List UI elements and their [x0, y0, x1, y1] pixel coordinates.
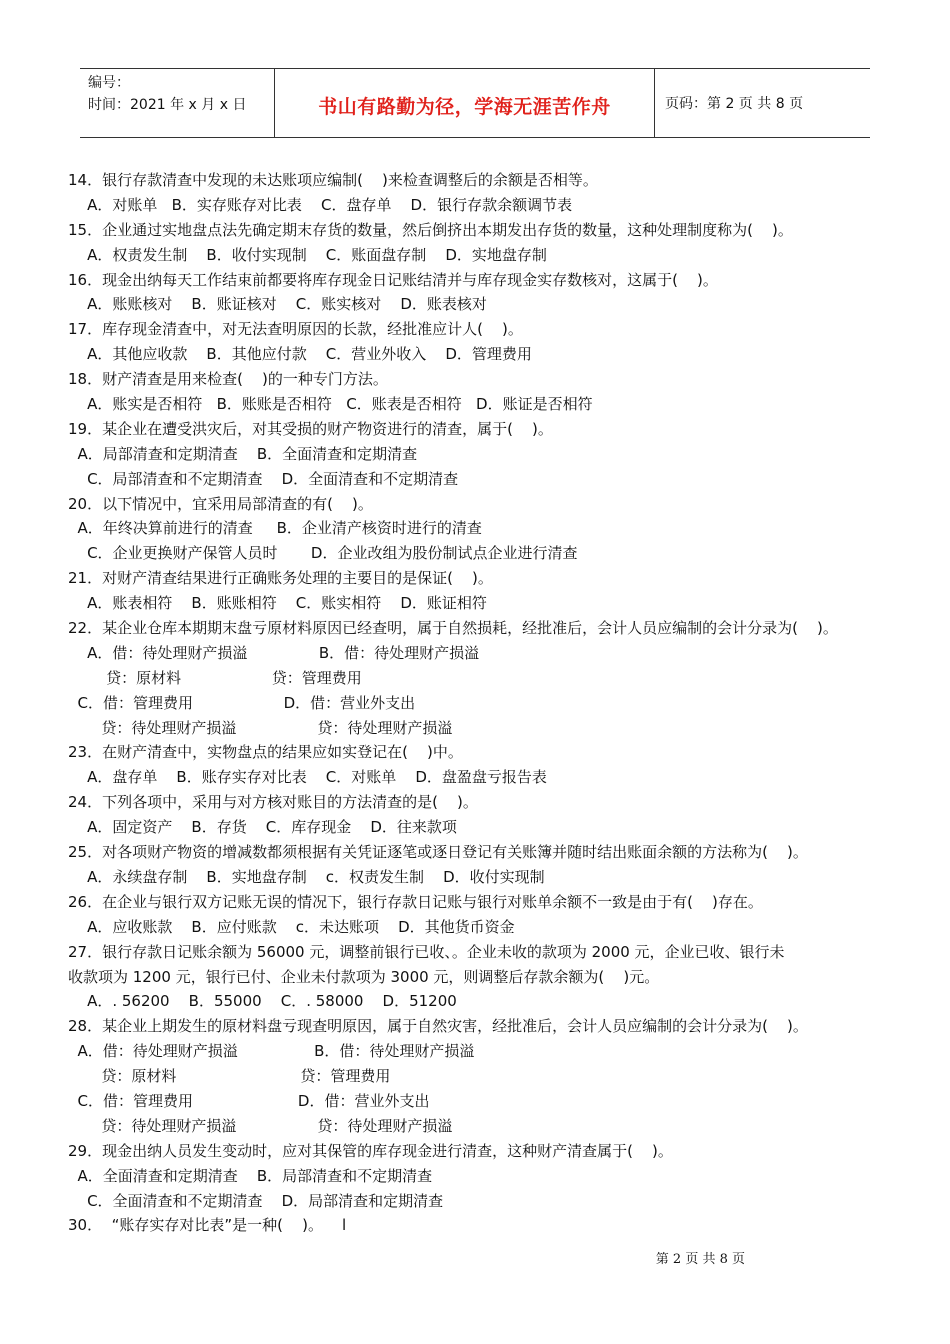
question-line: A．借：待处理财产损溢 B．借：待处理财产损溢 — [68, 643, 480, 662]
question-line: 29．现金出纳人员发生变动时，应对其保管的库存现金进行清查，这种财产清查属于( )。 — [68, 1141, 673, 1160]
question-line: 17．库存现金清查中，对无法查明原因的长款，经批准应计人( )。 — [68, 320, 523, 339]
question-line: 19．某企业在遭受洪灾后，对其受损的财产物资进行的清查，属于( )。 — [68, 419, 553, 438]
question-line: 24．下列各项中，采用与对方核对账目的方法清查的是( )。 — [68, 793, 478, 812]
question-line: A．永续盘存制 B．实地盘存制 c．权责发生制 D．收付实现制 — [68, 867, 545, 886]
question-line: 15．企业通过实地盘点法先确定期末存货的数量，然后倒挤出本期发出存货的数量，这种处理制度称为( )。 — [68, 220, 793, 239]
question-line: 16．现金出纳每天工作结束前都要将库存现金日记账结清并与库存现金实存数核对，这属于( )。 — [68, 270, 718, 289]
question-line: A．. 56200 B．55000 C．. 58000 D．51200 — [68, 992, 457, 1011]
question-line: 贷：待处理财产损溢 贷：待处理财产损溢 — [68, 718, 453, 737]
question-line: A．账表相符 B．账账相符 C．账实相符 D．账证相符 — [68, 594, 487, 613]
question-line: 28．某企业上期发生的原材料盘亏现查明原因，属于自然灾害，经批准后，会计人员应编制的会计分录为( )。 — [68, 1017, 808, 1036]
question-line: A．权责发生制 B．收付实现制 C．账面盘存制 D．实地盘存制 — [68, 245, 547, 264]
header-page-label: 页码：第 2 页 共 8 页 — [665, 96, 804, 112]
header-motto: 书山有路勤为径，学海无涯苦作舟 — [275, 69, 655, 137]
question-line: C．借：管理费用 D．借：营业外支出 — [68, 693, 416, 712]
question-line: 20．以下情况中，宜采用局部清查的有( )。 — [68, 494, 373, 513]
question-line: A．盘存单 B．账存实存对比表 C．对账单 D．盘盈盘亏报告表 — [68, 768, 547, 787]
number-label: 编号： — [88, 75, 130, 91]
question-line: 18．财产清查是用来检查( )的一种专门方法。 — [68, 370, 388, 389]
question-line: 贷：原材料 贷：管理费用 — [68, 668, 362, 687]
question-line: A．账实是否相符 B．账账是否相符 C．账表是否相符 D．账证是否相符 — [68, 395, 593, 414]
question-line: 贷：原材料 贷：管理费用 — [68, 1067, 391, 1086]
question-line: 27．银行存款日记账余额为 56000 元，调整前银行已收、。企业未收的款项为 2000 元，企业已收、银行未 — [68, 942, 785, 961]
question-line: A．其他应收款 B．其他应付款 C．营业外收入 D．管理费用 — [68, 345, 532, 364]
question-line: 21．对财产清查结果进行正确账务处理的主要目的是保证( )。 — [68, 569, 493, 588]
question-line: A．局部清查和定期清查 B．全面清查和定期清查 — [68, 444, 418, 463]
question-line: 30． “账存实存对比表”是一种( )。 l — [68, 1216, 347, 1235]
page-header — [80, 68, 870, 138]
time-label: 时间：2021 年 x 月 x 日 — [88, 97, 247, 113]
question-line: A．账账核对 B．账证核对 C．账实核对 D．账表核对 — [68, 295, 487, 314]
question-line: 26．在企业与银行双方记账无误的情况下，银行存款日记账与银行对账单余额不一致是由于有( )存在。 — [68, 892, 763, 911]
question-line: A．对账单 B．实存账存对比表 C．盘存单 D．银行存款余额调节表 — [68, 195, 573, 214]
question-line: 25．对各项财产物资的增减数都须根据有关凭证逐笔或逐日登记有关账簿并随时结出账面余额的方法称为( )。 — [68, 843, 808, 862]
question-line: 收款项为 1200 元，银行已付、企业未付款项为 3000 元，则调整后存款余额为( )元。 — [68, 967, 660, 986]
question-line: A．全面清查和定期清查 B．局部清查和不定期清查 — [68, 1166, 433, 1185]
question-line: A．借：待处理财产损溢 B．借：待处理财产损溢 — [68, 1042, 475, 1061]
question-line: 14．银行存款清查中发现的未达账项应编制( )来检查调整后的余额是否相等。 — [68, 171, 598, 189]
question-line: A．应收账款 B．应付账款 c．未达账项 D．其他货币资金 — [68, 917, 515, 936]
question-line: C．全面清查和不定期清查 D．局部清查和定期清查 — [68, 1191, 444, 1210]
question-line: C．借：管理费用 D．借：营业外支出 — [68, 1091, 430, 1110]
question-line: A．固定资产 B．存货 C．库存现金 D．往来款项 — [68, 818, 457, 837]
question-line: 23．在财产清查中，实物盘点的结果应如实登记在( )中。 — [68, 743, 463, 762]
header-left-cell — [80, 69, 275, 137]
question-line: A．年终决算前进行的清查 B．企业清产核资时进行的清查 — [68, 519, 482, 538]
question-line: 22．某企业仓库本期期末盘亏原材料原因已经查明，属于自然损耗，经批准后，会计人员应编制的会计分录为( )。 — [68, 619, 838, 638]
question-line: C．企业更换财产保管人员时 D．企业改组为股份制试点企业进行清查 — [68, 544, 578, 563]
question-list — [68, 168, 888, 1238]
page-footer: 第 2 页 共 8 页 — [655, 1252, 745, 1267]
question-line: 贷：待处理财产损溢 贷：待处理财产损溢 — [68, 1116, 453, 1135]
question-line: C．局部清查和不定期清查 D．全面清查和不定期清查 — [68, 469, 459, 488]
